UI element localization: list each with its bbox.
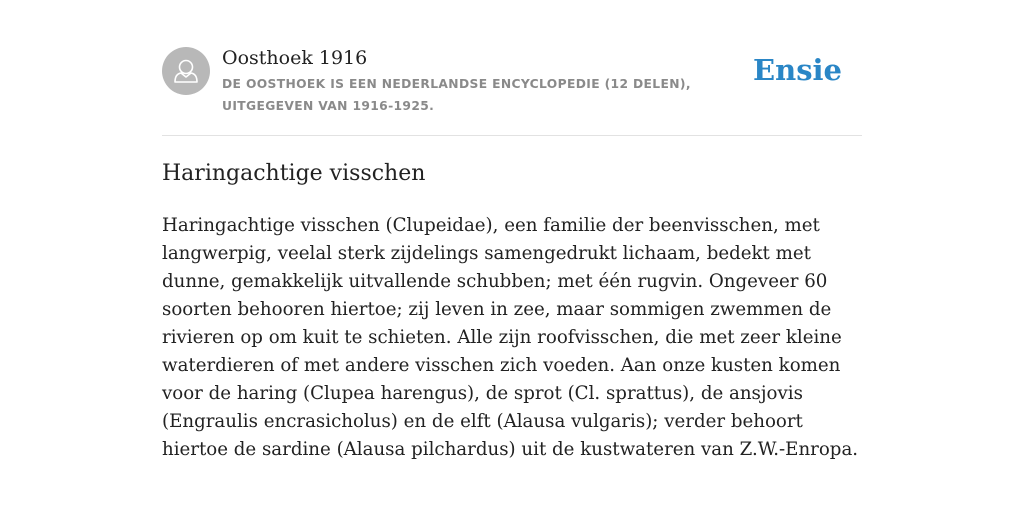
entry-title: Haringachtige visschen — [162, 161, 426, 186]
ensie-logo[interactable]: Ensie — [753, 53, 842, 87]
source-title[interactable]: Oosthoek 1916 — [222, 47, 368, 69]
avatar[interactable] — [162, 47, 210, 95]
source-header — [162, 44, 862, 124]
entry-body: Haringachtige visschen (Clupeidae), een familie der beenvisschen, met langwerpig, veelal sterk zijdelings samengedrukt lichaam, bedekt met dunne, gemakkelijk uitvallende schubben; met één rugvin. Ongeveer 60 soorten behooren hiertoe; zij leven in zee, maar sommigen zwemmen de rivieren op om kuit te schieten. Alle zijn roofvisschen, die met zeer kleine waterdieren of met andere visschen zich voeden. Aan onze kusten komen voor de haring (Clupea harengus), de sprot (Cl. sprattus), de ansjovis (Engraulis encrasicholus) en de elft (Alausa vulgaris); verder behoort hiertoe de sardine (Alausa pilchardus) uit de kustwateren van Z.W.-Enropa. — [162, 215, 859, 460]
source-description: DE OOSTHOEK IS EEN NEDERLANDSE ENCYCLOPEDIE (12 DELEN), UITGEGEVEN VAN 1916-1925. — [222, 77, 691, 113]
divider — [162, 135, 862, 136]
user-icon — [162, 47, 210, 95]
